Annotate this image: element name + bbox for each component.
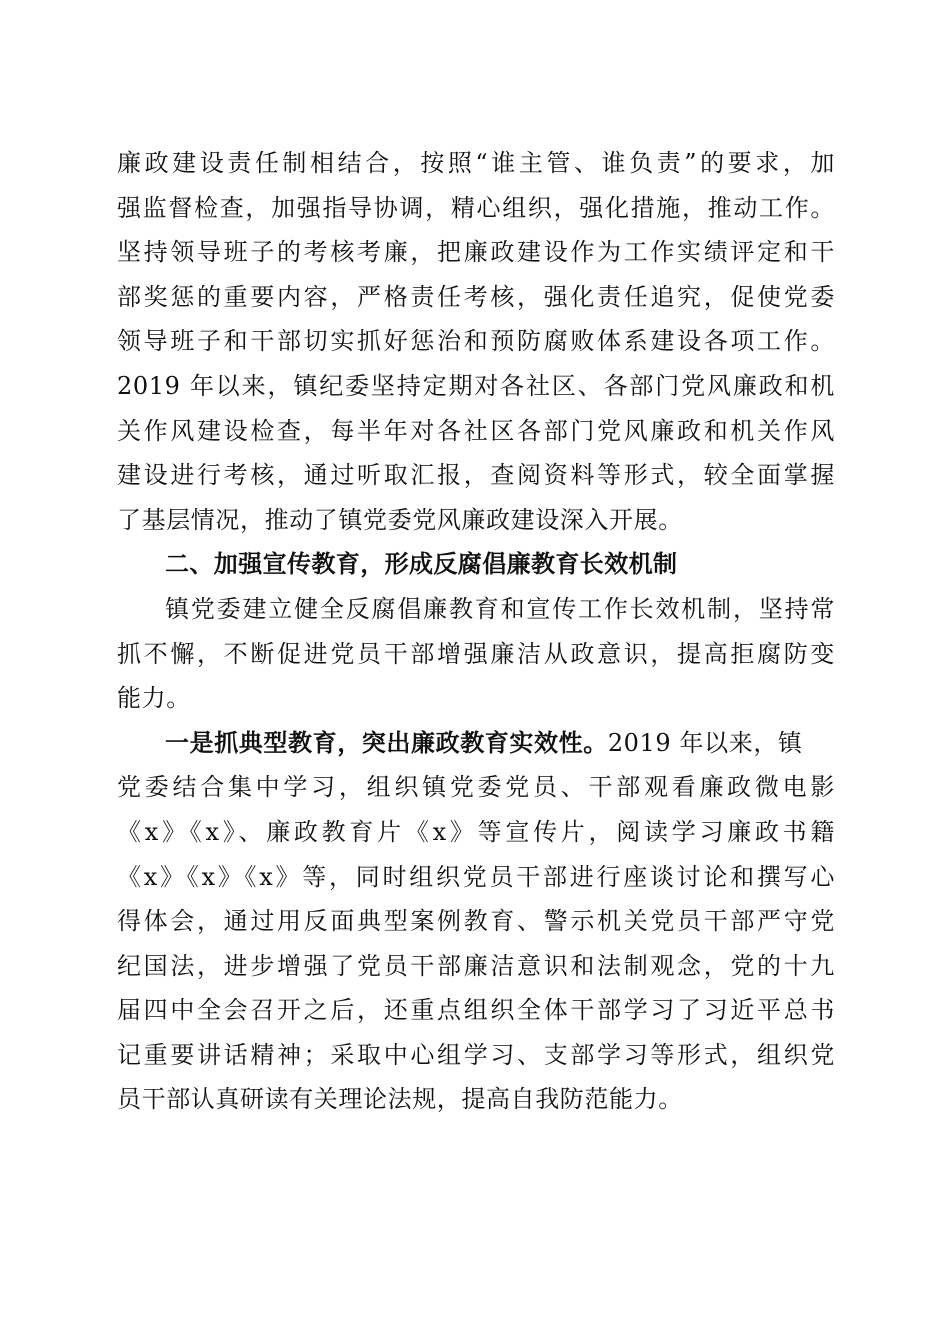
- text-line: 届四中全会召开之后，还重点组织全体干部学习了习近平总书: [117, 996, 835, 1025]
- text-line: 了基层情况，推动了镇党委党风廉政建设深入开展。: [117, 505, 683, 534]
- text-line: 部奖惩的重要内容，严格责任考核，强化责任追究，促使党委: [117, 282, 835, 311]
- text-line: 廉政建设责任制相结合，按照“谁主管、谁负责”的要求，加: [117, 149, 835, 177]
- text-line: 关作风建设检查，每半年对各社区各部门党风廉政和机关作风: [117, 416, 835, 445]
- text-line: 抓不懈，不断促进党员干部增强廉洁从政意识，提高拒腐防变: [117, 639, 835, 668]
- text-line: 《x》《x》《x》等，同时组织党员干部进行座谈讨论和撰写心: [117, 862, 835, 891]
- subheading-bold: 一是抓典型教育，突出廉政教育实效性。: [165, 727, 608, 757]
- text-line: 能力。: [117, 684, 191, 713]
- text-line: 镇党委建立健全反腐倡廉教育和宣传工作长效机制，坚持常: [165, 594, 835, 623]
- text-line: 员干部认真研读有关理论法规，提高自我防范能力。: [117, 1085, 683, 1114]
- text-line: 《x》《x》、廉政教育片《x》等宣传片，阅读学习廉政书籍: [117, 817, 835, 846]
- text-line: 记重要讲话精神；采取中心组学习、支部学习等形式，组织党: [117, 1040, 835, 1069]
- text-fragment: 2019 年以来，镇: [607, 728, 803, 757]
- section-heading: 二、加强宣传教育，形成反腐倡廉教育长效机制: [165, 550, 678, 579]
- text-line: 纪国法，进步增强了党员干部廉洁意识和法制观念，党的十九: [117, 951, 835, 980]
- text-line: 得体会，通过用反面典型案例教育、警示机关党员干部严守党: [117, 907, 835, 936]
- document-body: [117, 141, 835, 1122]
- text-line: 党委结合集中学习，组织镇党委党员、干部观看廉政微电影: [117, 773, 835, 802]
- text-line: 强监督检查，加强指导协调，精心组织，强化措施，推动工作。: [117, 193, 835, 222]
- text-line: [117, 721, 835, 766]
- text-line: 建设进行考核，通过听取汇报，查阅资料等形式，较全面掌握: [117, 461, 835, 490]
- text-line: 坚持领导班子的考核考廉，把廉政建设作为工作实绩评定和干: [117, 238, 835, 267]
- text-line: 2019 年以来，镇纪委坚持定期对各社区、各部门党风廉政和机: [117, 371, 835, 400]
- text-line: 领导班子和干部切实抓好惩治和预防腐败体系建设各项工作。: [117, 327, 835, 356]
